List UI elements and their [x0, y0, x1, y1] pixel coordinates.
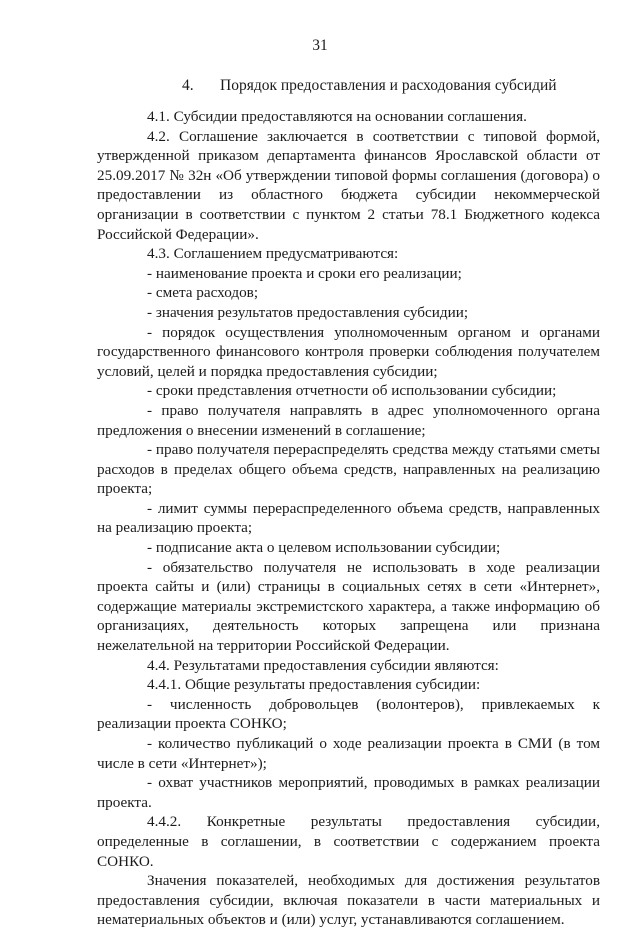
list-item: - наименование проекта и сроки его реализации;	[147, 264, 462, 282]
list-item: - численность добровольцев (волонтеров), привлекаемых к реализации проекта СОНКО;	[97, 695, 600, 733]
closing-paragraph: Значения показателей, необходимых для достижения результатов предоставления субсидии, включая показатели в части материальных и нематериальных объектов и (или) услуг, устанавливаются соглашением.	[97, 872, 600, 929]
section-heading	[182, 76, 602, 96]
list-item: - право получателя направлять в адрес уполномоченного органа предложения о внесении изменений в соглашение;	[97, 401, 600, 439]
paragraph-4-3: 4.3. Соглашением предусматриваются:	[147, 245, 399, 263]
list-item: - значения результатов предоставления субсидии;	[147, 303, 469, 321]
paragraph-4-1: 4.1. Субсидии предоставляются на основании соглашения.	[147, 108, 527, 125]
paragraph-4-4-1: 4.4.1. Общие результаты предоставления субсидии:	[147, 676, 481, 694]
list-item: - охват участников мероприятий, проводимых в рамках реализации проекта.	[97, 774, 600, 811]
page-number: 31	[312, 37, 328, 54]
document-body	[97, 107, 600, 930]
section-title: Порядок предоставления и расходования субсидий	[220, 77, 557, 94]
list-item: - смета расходов;	[147, 284, 259, 302]
list-item: - право получателя перераспределять средства между статьями сметы расходов в пределах общего объема средств, направленных на реализацию проекта;	[97, 441, 600, 498]
paragraph-4-4-2: 4.4.2. Конкретные результаты предоставления субсидии, определенные в соглашении, в соответствии с содержанием проекта СОНКО.	[97, 813, 600, 870]
list-item: - сроки представления отчетности об использовании субсидии;	[147, 382, 557, 400]
list-item: - порядок осуществления уполномоченным органом и органами государственного финансового контроля проверки соблюдения получателем условий, целей и порядка предоставления субсидии;	[97, 323, 600, 380]
list-item: - обязательство получателя не использовать в ходе реализации проекта сайты и (или) страницы в социальных сетях в сети «Интернет», содержащие материалы экстремистского характера, а также информацию об организациях, деятельность которых запрещена или признана нежелательной на территории Российской Федерации.	[97, 558, 600, 655]
list-item: - количество публикаций о ходе реализации проекта в СМИ (в том числе в сети «Интернет»);	[97, 735, 600, 772]
section-number: 4.	[182, 77, 194, 94]
list-item: - подписание акта о целевом использовании субсидии;	[147, 539, 501, 557]
list-item: - лимит суммы перераспределенного объема средств, направленных на реализацию проекта;	[97, 499, 600, 537]
paragraph-4-2: 4.2. Соглашение заключается в соответствии с типовой формой, утвержденной приказом департамента финансов Ярославской области от 25.09.2017 № 32н «Об утверждении типовой формы соглашения (договора) о предоставлении из областного бюджета субсидии некоммерческой организации в соответствии с пунктом 2 статьи 78.1 Бюджетного кодекса Российской Федерации».	[97, 127, 600, 243]
paragraph-4-4: 4.4. Результатами предоставления субсидии являются:	[147, 656, 499, 674]
